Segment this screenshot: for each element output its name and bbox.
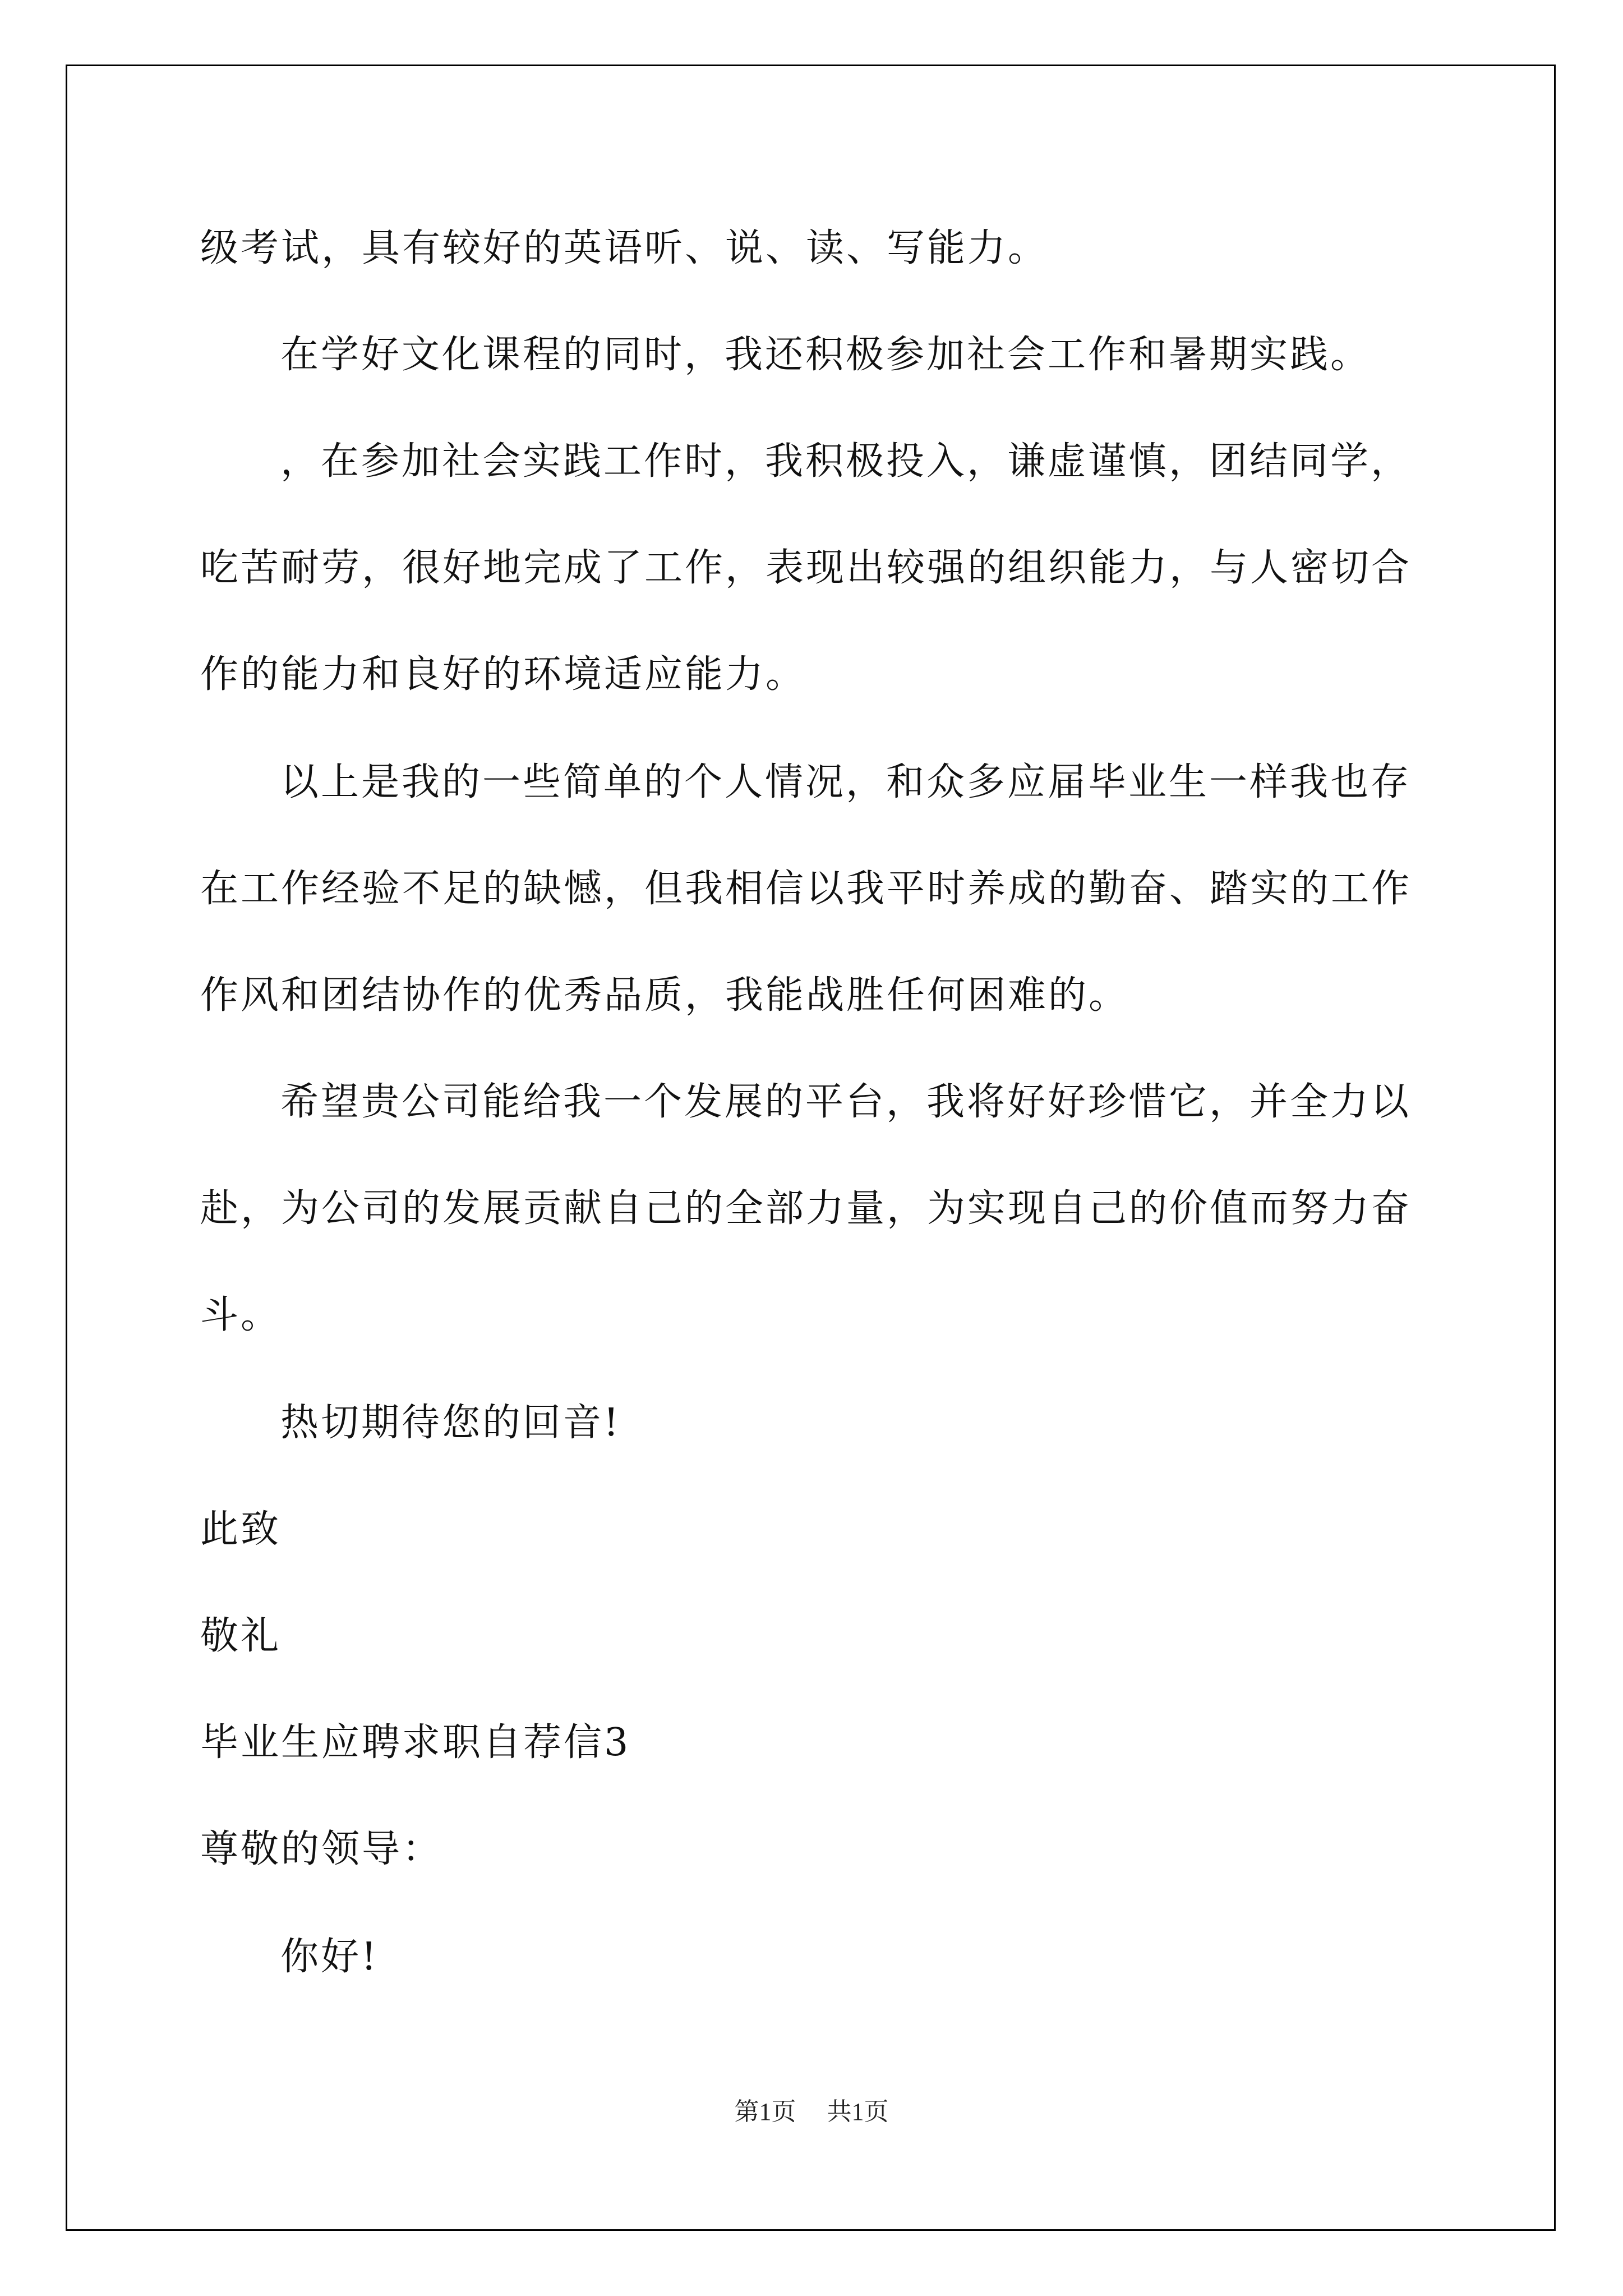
text-line: 以上是我的一些简单的个人情况，和众多应届毕业生一样我也存	[280, 760, 1412, 804]
text-line: 尊敬的领导：	[200, 1827, 443, 1871]
page-number-current: 第1页	[734, 2098, 796, 2125]
text-line: 斗。	[200, 1293, 282, 1337]
text-line: 级考试，具有较好的英语听、说、读、写能力。	[200, 226, 1049, 270]
text-line: 毕业生应聘求职自荐信3	[200, 1720, 631, 1765]
text-line: 敬礼	[200, 1614, 282, 1658]
text-line: 吃苦耐劳，很好地完成了工作，表现出较强的组织能力，与人密切合	[200, 546, 1412, 590]
text-line: 在学好文化课程的同时，我还积极参加社会工作和暑期实践。	[280, 333, 1371, 377]
text-line: 希望贵公司能给我一个发展的平台，我将好好珍惜它，并全力以	[280, 1080, 1412, 1124]
text-line: 作的能力和良好的环境适应能力。	[200, 652, 806, 697]
text-line: ，在参加社会实践工作时，我积极投入，谦虚谨慎，团结同学，	[280, 439, 1412, 484]
text-line: 作风和团结协作的优秀品质，我能战胜任何困难的。	[200, 973, 1129, 1018]
page-number-total: 共1页	[827, 2098, 889, 2125]
text-line: 你好!	[280, 1935, 379, 1979]
text-line: 热切期待您的回音!	[280, 1401, 621, 1445]
text-line: 赴，为公司的发展贡献自己的全部力量，为实现自己的价值而努力奋	[200, 1186, 1412, 1231]
page-border	[66, 65, 1556, 2231]
page-footer	[0, 2096, 1623, 2128]
text-line: 此致	[200, 1507, 282, 1552]
text-line: 在工作经验不足的缺憾，但我相信以我平时养成的勤奋、踏实的工作	[200, 867, 1412, 911]
